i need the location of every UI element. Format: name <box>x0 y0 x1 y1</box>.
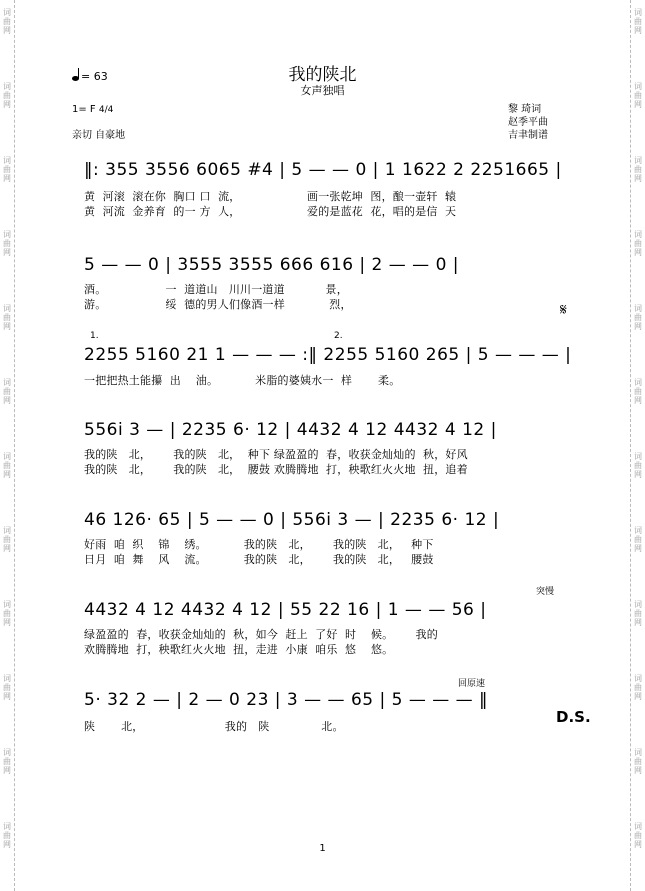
watermark-text: 词 曲 网 <box>3 822 11 849</box>
lyrics-line-2-verse-1: 酒。 一 道道山 川川一道道 景， <box>84 283 348 296</box>
watermark-text: 词 曲 网 <box>634 674 642 701</box>
lyrics-line-4-verse-1: 我的陕 北， 我的陕 北， 种下 绿盈盈的 春，收获金灿灿的 秋，好风 <box>84 448 468 461</box>
arranger-credit: 吉聿制谱 <box>508 130 548 141</box>
lyrics-line-4-verse-2: 我的陕 北， 我的陕 北， 腰鼓 欢腾腾地 打，秧歌红火火地 扭，追着 <box>84 463 468 476</box>
lyrics-line-2-verse-2: 游。 绥 德的男人们像酒一样 烈， <box>84 298 352 311</box>
watermark-text: 词 曲 网 <box>634 822 642 849</box>
watermark-column-right <box>630 0 645 891</box>
lyrics-line-6-verse-1: 绿盈盈的 春，收获金灿灿的 秋，如今 赶上 了好 时 候。 我的 <box>84 628 438 641</box>
watermark-text: 词 曲 网 <box>3 600 11 627</box>
watermark-text: 词 曲 网 <box>3 8 11 35</box>
volta-2: 2. <box>334 331 343 341</box>
watermark-text: 词 曲 网 <box>3 156 11 183</box>
key-value: 1= F <box>72 104 96 115</box>
watermark-text: 词 曲 网 <box>634 378 642 405</box>
page-number: 1 <box>319 843 326 854</box>
watermark-text: 词 曲 网 <box>634 452 642 479</box>
volta-1: 1. <box>90 331 99 341</box>
ritardando-marking: 突慢 <box>536 587 555 597</box>
notation-line-3: 2255 5160 21 1 — — — :‖ 2255 5160 265 | 5 — — — | <box>84 345 572 365</box>
watermark-text: 词 曲 网 <box>634 82 642 109</box>
watermark-text: 词 曲 网 <box>3 526 11 553</box>
a-tempo-marking: 回原速 <box>458 679 486 689</box>
watermark-text: 词 曲 网 <box>634 304 642 331</box>
watermark-text: 词 曲 网 <box>634 8 642 35</box>
notation-line-5: 46 126· 65 | 5 — — 0 | 556i 3 — | 2235 6· 12 | <box>84 510 500 530</box>
tempo-marking <box>72 70 108 83</box>
lyrics-line-1-verse-2: 黄 河流 金养育 的一 方 人， 爱的是蓝花 花，唱的是信 天 <box>84 205 457 218</box>
composer-credit: 赵季平曲 <box>508 117 548 128</box>
watermark-text: 词 曲 网 <box>634 600 642 627</box>
quarter-note-icon <box>72 76 79 81</box>
watermark-text: 词 曲 网 <box>3 452 11 479</box>
notation-line-4: 556i 3 — | 2235 6· 12 | 4432 4 12 4432 4 12 | <box>84 420 497 440</box>
watermark-text: 词 曲 网 <box>3 230 11 257</box>
key-signature <box>72 104 113 115</box>
watermark-text: 词 曲 网 <box>634 526 642 553</box>
song-subtitle: 女声独唱 <box>300 84 345 97</box>
notation-line-1: ‖: 355 3556 6065 #4 | 5 — — 0 | 1 1622 2 2251665 | <box>84 160 562 180</box>
dal-segno-marking: D.S. <box>556 708 591 726</box>
lyrics-line-6-verse-2: 欢腾腾地 打，秧歌红火火地 扭，走进 小康 咱乐 悠 悠。 <box>84 643 394 656</box>
time-signature: 4/4 <box>98 105 114 115</box>
lyrics-line-7-verse-1: 陕 北， 我的 陕 北。 <box>84 720 344 733</box>
watermark-column-left <box>0 0 15 891</box>
lyrics-line-3-verse-1: 一把把热土能攥 出 油。 米脂的婆姨水一 样 柔。 <box>84 374 401 387</box>
watermark-text: 词 曲 网 <box>3 378 11 405</box>
lyricist-credit: 黎 琦词 <box>508 104 542 115</box>
lyrics-line-5-verse-1: 好雨 咱 织 锦 绣。 我的陕 北， 我的陕 北， 种下 <box>84 538 434 551</box>
song-title: 我的陕北 <box>288 65 357 85</box>
watermark-text: 词 曲 网 <box>3 748 11 775</box>
watermark-text: 词 曲 网 <box>3 82 11 109</box>
notation-line-2: 5 — — 0 | 3555 3555 666 616 | 2 — — 0 | <box>84 255 460 275</box>
notation-line-7: 5· 32 2 — | 2 — 0 23 | 3 — — 65 | 5 — — — ‖ <box>84 690 489 710</box>
watermark-text: 词 曲 网 <box>634 156 642 183</box>
notation-line-6: 4432 4 12 4432 4 12 | 55 22 16 | 1 — — 56 | <box>84 600 487 620</box>
tempo-value: = 63 <box>81 70 108 83</box>
watermark-text: 词 曲 网 <box>3 674 11 701</box>
watermark-text: 词 曲 网 <box>634 230 642 257</box>
performance-style: 亲切 自豪地 <box>72 130 126 141</box>
watermark-text: 词 曲 网 <box>634 748 642 775</box>
segno-icon: 𝄋 <box>560 300 567 319</box>
lyrics-line-5-verse-2: 日月 咱 舞 风 流。 我的陕 北， 我的陕 北， 腰鼓 <box>84 553 434 566</box>
lyrics-line-1-verse-1: 黄 河滚 滚在你 胸口 口 流， 画一张乾坤 图，酿一壶轩 辕 <box>84 190 457 203</box>
watermark-text: 词 曲 网 <box>3 304 11 331</box>
